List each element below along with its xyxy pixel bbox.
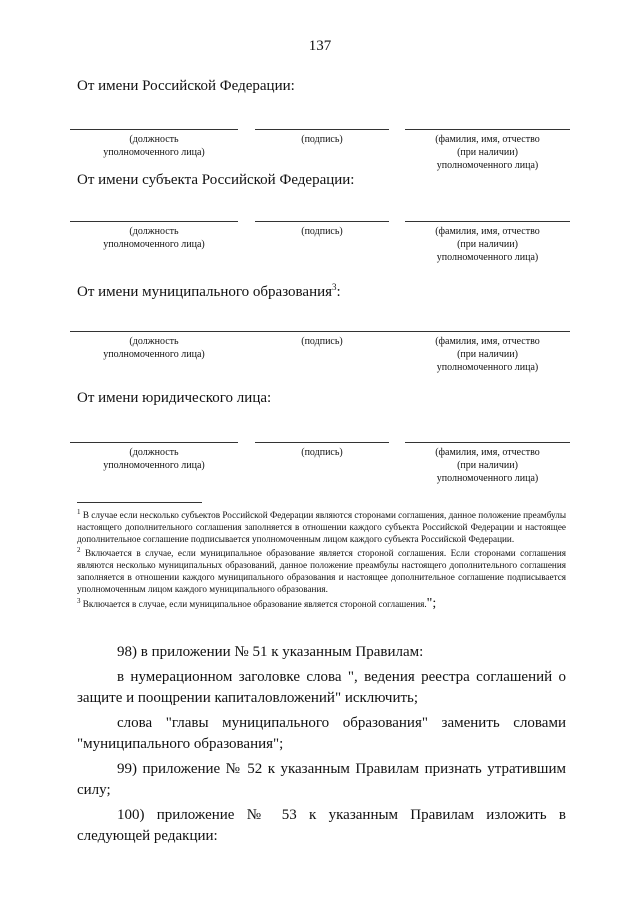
signature-line (255, 221, 389, 222)
name-line (405, 129, 570, 130)
position-caption: (должность уполномоченного лица) (103, 336, 205, 360)
footnotes (77, 507, 566, 611)
position-line (70, 129, 238, 130)
name-caption: (фамилия, имя, отчество (при наличии) уполномоченного лица) (435, 134, 540, 171)
amendment-text (77, 642, 566, 851)
signature-caption: (подпись) (301, 447, 343, 458)
paragraph: 100) приложение № 53 к указанным Правилам изложить в следующей редакции: (77, 806, 566, 844)
signature-caption: (подпись) (301, 336, 343, 347)
position-caption: (должность уполномоченного лица) (103, 134, 205, 158)
paragraph: 98) в приложении № 51 к указанным Правилам: (117, 644, 424, 660)
name-caption: (фамилия, имя, отчество (при наличии) уполномоченного лица) (435, 447, 540, 484)
page-number: 137 (308, 38, 332, 54)
position-caption: (должность уполномоченного лица) (103, 447, 205, 471)
footnote: $^3$ Включается в случае, если муниципальное образование является стороной соглашения."; (77, 595, 437, 611)
position-line (70, 221, 238, 222)
signature-block-heading: От имени субъекта Российской Федерации: (77, 172, 355, 188)
footnote: $^2$ Включается в случае, если муниципальное образование является стороной соглашения. Если сторонами соглашения являются несколько муниципальных образований, данное положение преамбулы настоящего дополнительного соглашения заполняется в отношении каждого муниципального образования и настоящее дополнительное соглашение подписывается уполномоченным лицом каждого муниципального образования. (77, 546, 567, 594)
name-line (405, 221, 570, 222)
signature-block-heading: От имени юридического лица: (77, 390, 272, 406)
footnote: $^1$ В случае если несколько субъектов Российской Федерации являются сторонами соглашения, данное положение преамбулы настоящего дополнительного соглашения заполняется в отношении каждого субъекта Российской Федерации и настоящее дополнительное соглашение подписывается уполномоченным лицом каждого субъекта Российской Федерации. (77, 508, 567, 544)
name-caption: (фамилия, имя, отчество (при наличии) уполномоченного лица) (435, 336, 540, 373)
signature-full-line (70, 331, 570, 332)
signature-block-heading: От имени Российской Федерации: (77, 78, 295, 94)
signature-caption: (подпись) (301, 134, 343, 145)
name-caption: (фамилия, имя, отчество (при наличии) уполномоченного лица) (435, 226, 540, 263)
paragraph: 99) приложение № 52 к указанным Правилам признать утратившим силу; (77, 760, 566, 798)
position-line (70, 442, 238, 443)
position-caption: (должность уполномоченного лица) (103, 226, 205, 250)
signature-line (255, 442, 389, 443)
signature-caption: (подпись) (301, 226, 343, 237)
footnote-separator (77, 502, 202, 503)
paragraph: в нумерационном заголовке слова ", ведения реестра соглашений о защите и поощрении капиталовложений" исключить; (77, 668, 566, 706)
paragraph: слова "главы муниципального образования" заменить словами "муниципального образования"; (77, 714, 566, 752)
name-line (405, 442, 570, 443)
signature-line (255, 129, 389, 130)
signature-block-heading: От имени муниципального образования$^3$: (77, 282, 341, 300)
